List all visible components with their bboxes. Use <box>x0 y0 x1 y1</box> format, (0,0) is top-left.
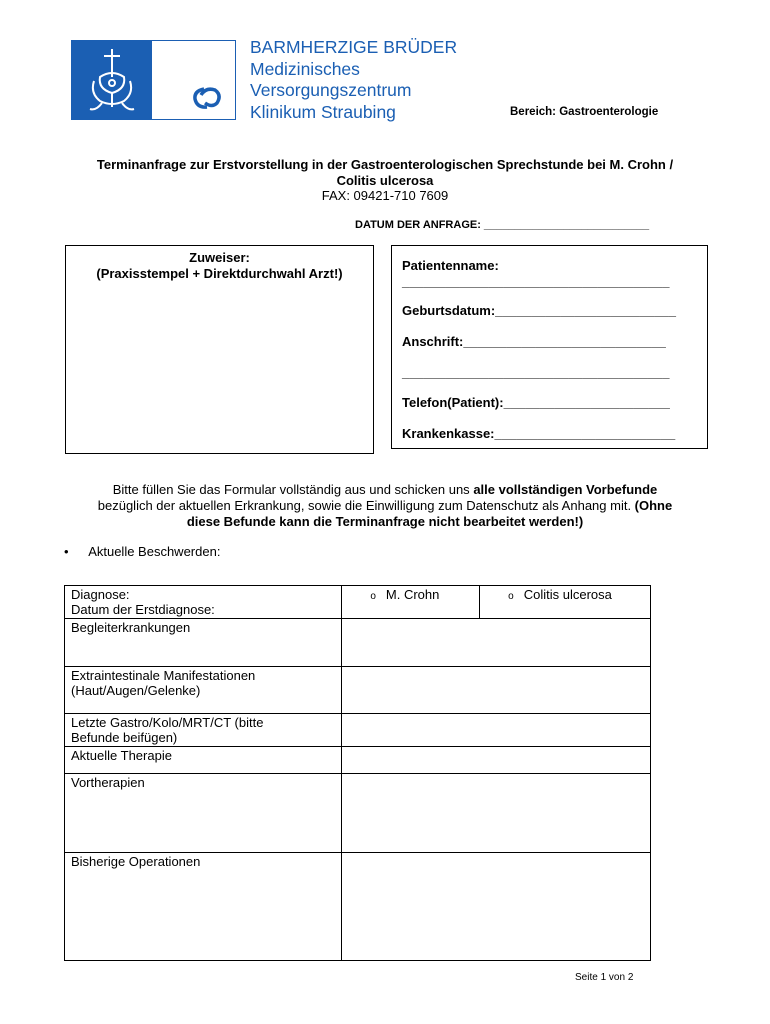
note-emphasis: (Ohne <box>634 498 673 513</box>
logo-emblem <box>72 41 152 119</box>
referrer-heading: Zuweiser: <box>189 250 250 265</box>
diagnosis-label: Diagnose: <box>71 587 130 602</box>
org-line: Klinikum Straubing <box>250 101 396 122</box>
department-label: Bereich: Gastroenterologie <box>510 106 659 118</box>
current-therapy-label: Aktuelle Therapie <box>65 747 342 774</box>
table-row <box>65 853 651 961</box>
option-crohn-label: M. Crohn <box>385 587 440 602</box>
bullet-icon: • <box>64 544 69 559</box>
table-row <box>65 586 651 619</box>
previous-therapies-input[interactable] <box>342 774 651 853</box>
patient-name-field[interactable]: _____________________________________ <box>402 274 670 289</box>
birthdate-field[interactable]: Geburtsdatum:_________________________ <box>402 303 676 318</box>
org-line: Medizinisches <box>250 58 360 79</box>
last-exam-label <box>65 714 342 747</box>
comorbidities-input[interactable] <box>342 619 651 667</box>
circle-icon: o <box>370 591 376 602</box>
last-exam-label-line2: Befunde beifügen) <box>71 730 178 745</box>
cross-emblem-icon <box>72 41 152 119</box>
address-field-line2[interactable]: _____________________________________ <box>402 365 670 380</box>
title-line-2: Colitis ulcerosa <box>336 173 434 188</box>
org-line: Versorgungszentrum <box>250 80 412 100</box>
organization-name <box>250 37 457 123</box>
table-row <box>65 774 651 853</box>
table-row <box>65 667 651 714</box>
patient-name-label: Patientenname: <box>402 258 499 273</box>
circle-icon: o <box>508 591 514 602</box>
insurance-field[interactable]: Krankenkasse:_________________________ <box>402 426 676 441</box>
diagnosis-label-cell <box>65 586 342 619</box>
diagnosis-form-table <box>64 585 651 961</box>
page-number: Seite 1 von 2 <box>575 972 634 983</box>
extraintestinal-label-line2: (Haut/Augen/Gelenke) <box>71 683 201 698</box>
org-line: BARMHERZIGE BRÜDER <box>250 37 458 57</box>
first-diagnosis-date-label: Datum der Erstdiagnose: <box>71 602 215 617</box>
current-therapy-input[interactable] <box>342 747 651 774</box>
option-colitis-label: Colitis ulcerosa <box>523 587 612 602</box>
request-date-field[interactable]: DATUM DER ANFRAGE: ___________________________ <box>355 219 650 231</box>
patient-phone-field[interactable]: Telefon(Patient):_______________________ <box>402 395 670 410</box>
last-exam-label-line1: Letzte Gastro/Kolo/MRT/CT (bitte <box>71 715 264 730</box>
document-title <box>40 157 730 189</box>
extraintestinal-input[interactable] <box>342 667 651 714</box>
logo-mark-icon <box>190 85 224 111</box>
table-row <box>65 747 651 774</box>
complaints-label: Aktuelle Beschwerden: <box>88 544 221 559</box>
referrer-stamp-box[interactable] <box>65 245 374 454</box>
patient-info-box <box>391 245 708 449</box>
note-text: bezüglich der aktuellen Erkrankung, sowie die Einwilligung zum Datenschutz als Anhang mit. <box>97 498 635 513</box>
previous-therapies-label: Vortherapien <box>65 774 342 853</box>
option-crohn[interactable] <box>342 586 480 619</box>
extraintestinal-label <box>65 667 342 714</box>
referrer-instruction: (Praxisstempel + Direktdurchwahl Arzt!) <box>96 266 343 281</box>
title-line-1: Terminanfrage zur Erstvorstellung in der Gastroenterologischen Sprechstunde bei M. Crohn / <box>96 157 674 172</box>
fax-number: FAX: 09421-710 7609 <box>321 188 449 203</box>
extraintestinal-label-line1: Extraintestinale Manifestationen <box>71 668 256 683</box>
logo <box>71 40 236 120</box>
address-field[interactable]: Anschrift:____________________________ <box>402 334 666 349</box>
previous-operations-label: Bisherige Operationen <box>65 853 342 961</box>
option-colitis[interactable] <box>480 586 651 619</box>
table-row <box>65 619 651 667</box>
last-exam-input[interactable] <box>342 714 651 747</box>
complaints-bullet <box>64 544 220 559</box>
note-emphasis: alle vollständigen Vorbefunde <box>473 482 658 497</box>
instruction-note <box>40 482 730 530</box>
comorbidities-label: Begleiterkrankungen <box>65 619 342 667</box>
previous-operations-input[interactable] <box>342 853 651 961</box>
note-text: Bitte füllen Sie das Formular vollständig aus und schicken uns <box>112 482 474 497</box>
table-row <box>65 714 651 747</box>
note-emphasis: diese Befunde kann die Terminanfrage nicht bearbeitet werden!) <box>186 514 584 529</box>
